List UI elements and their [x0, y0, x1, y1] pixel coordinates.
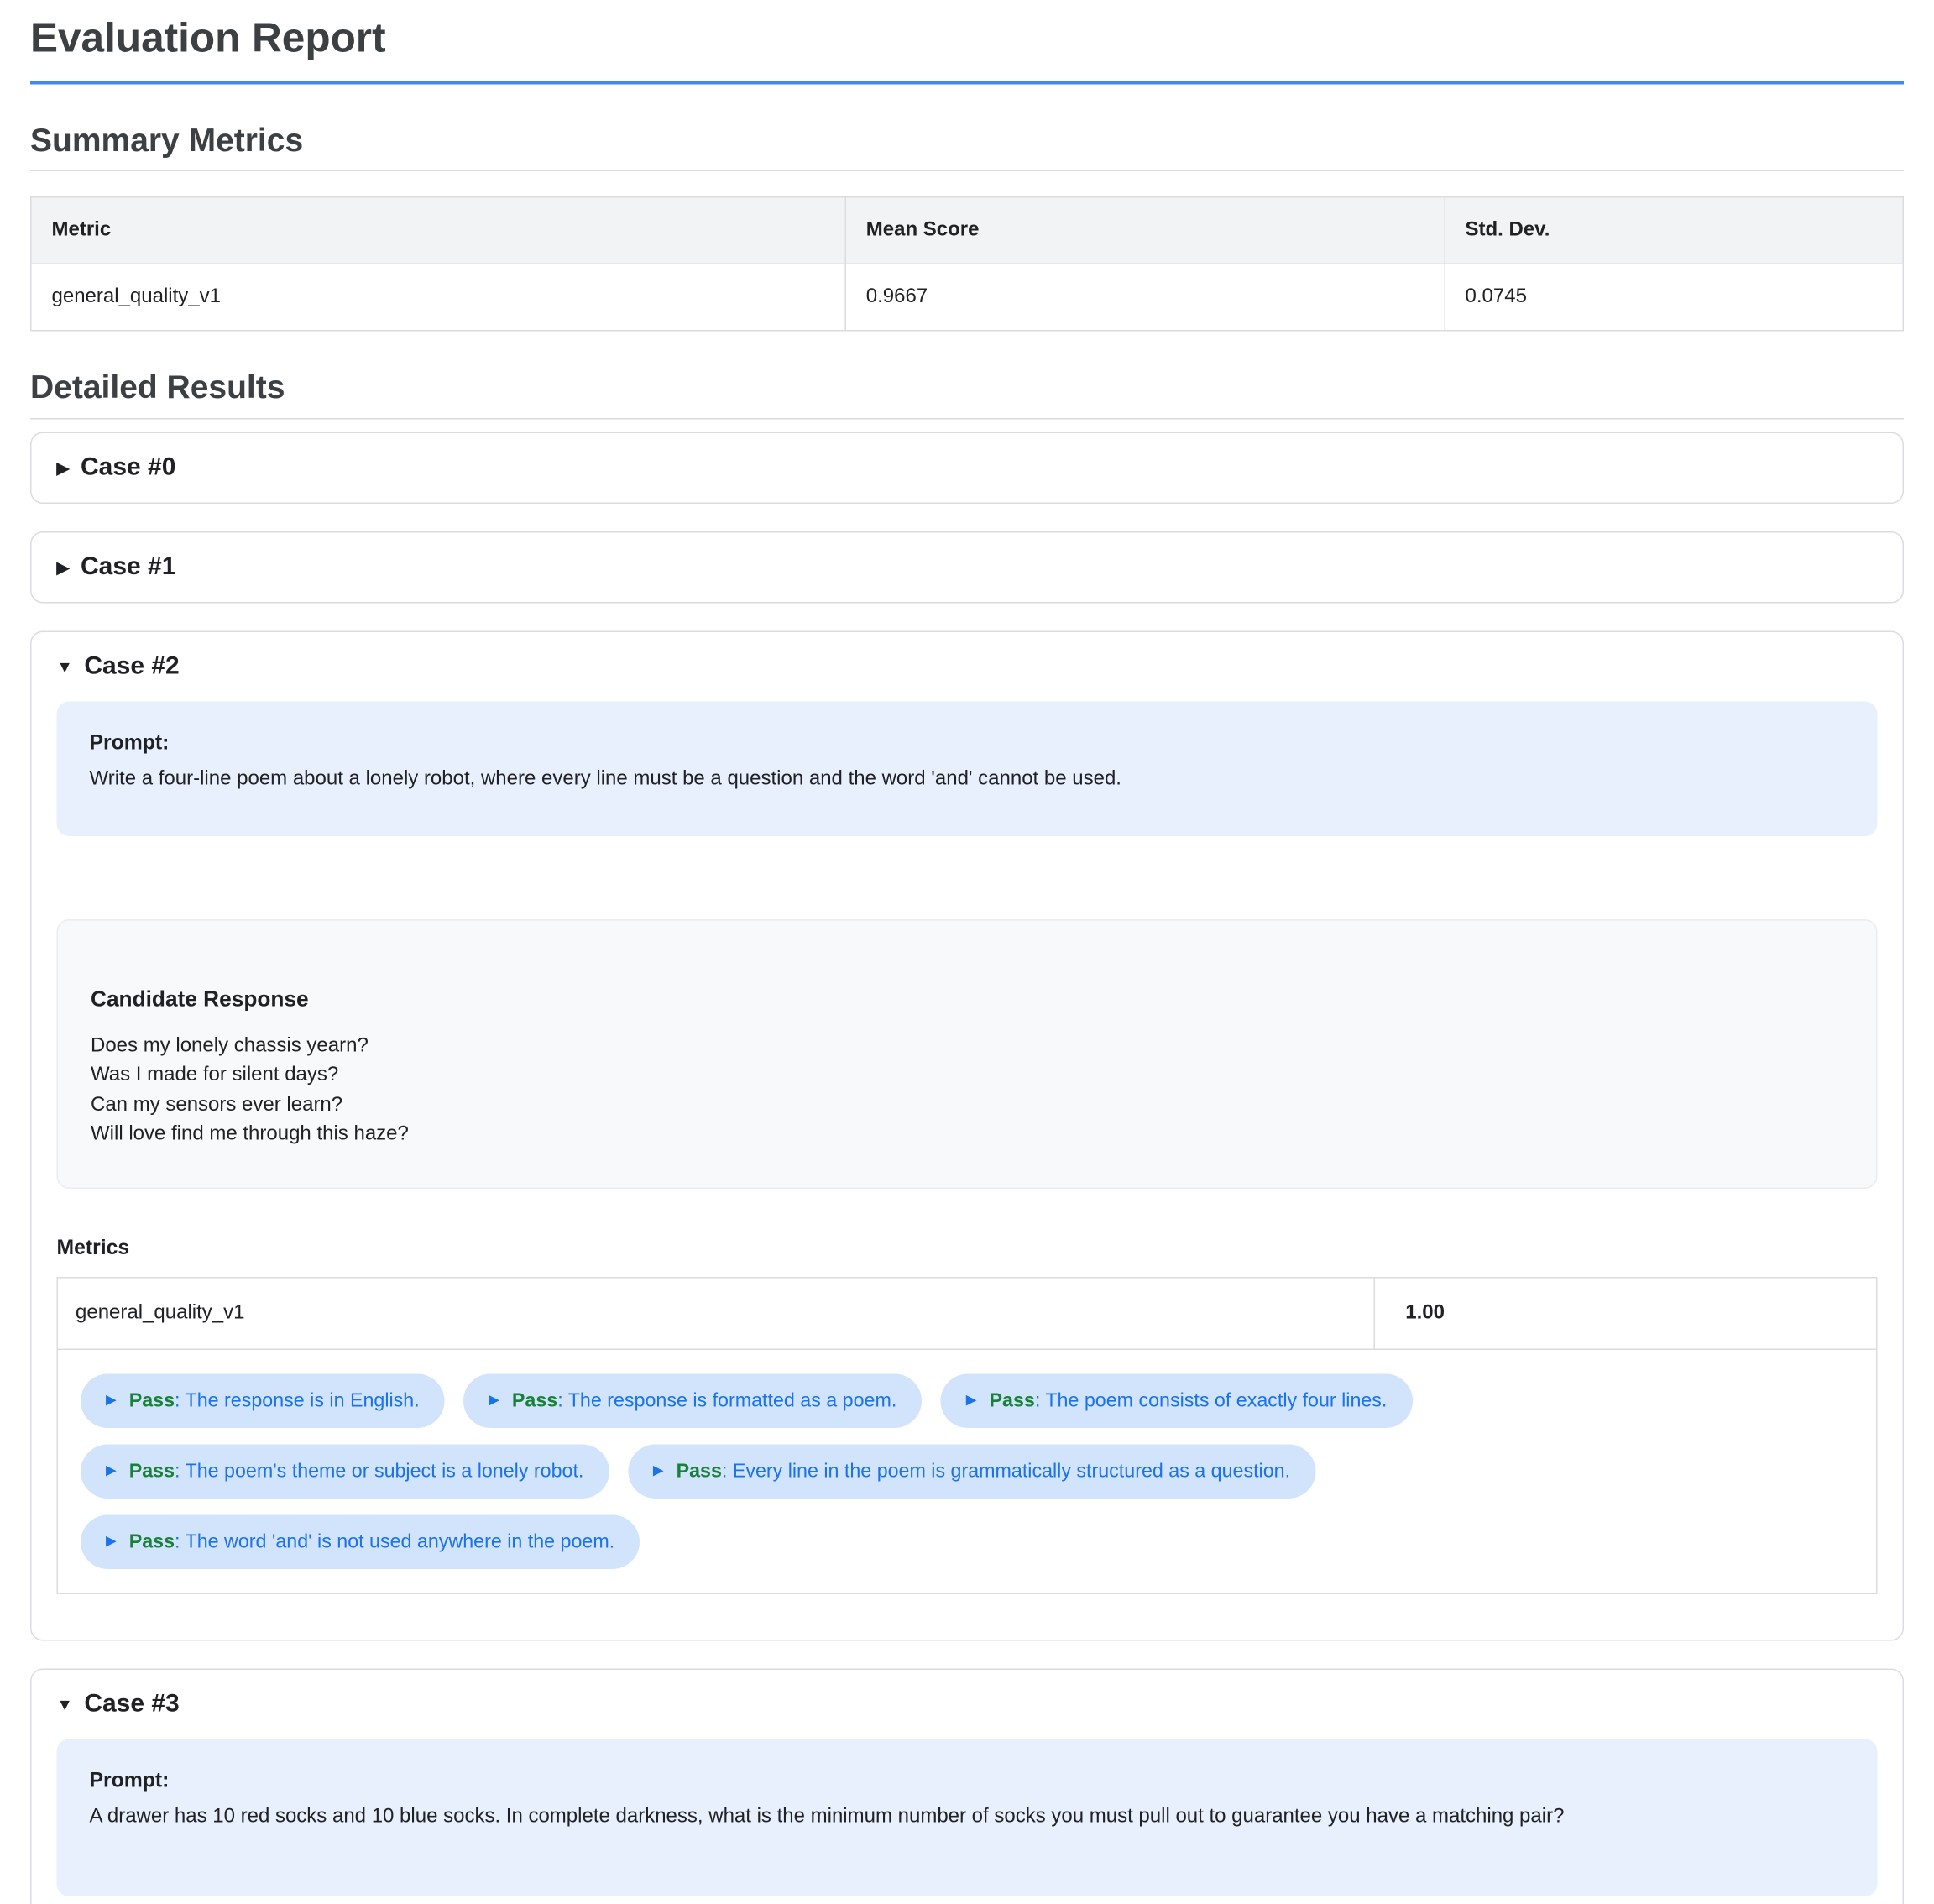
- summary-col-std-dev: Std. Dev.: [1445, 197, 1903, 264]
- prompt-text: Write a four-line poem about a lonely robot, where every line must be a question and the word 'and' cannot be used.: [89, 767, 1121, 789]
- case-3-label: Case #3: [84, 1689, 180, 1718]
- case-3-summary[interactable]: [57, 1687, 1878, 1721]
- summary-col-mean-score: Mean Score: [845, 197, 1445, 264]
- prompt-label: Prompt:: [89, 1768, 170, 1792]
- expand-arrow-icon: ▶: [106, 1533, 117, 1549]
- check-description: : The response is formatted as a poem.: [557, 1389, 896, 1411]
- metric-score-cell: 1.00: [1375, 1277, 1877, 1349]
- case-metrics-table: [57, 1276, 1878, 1593]
- check-description: : The poem consists of exactly four lines.: [1035, 1389, 1388, 1411]
- candidate-response-text: [91, 1031, 1843, 1149]
- check-badge: [81, 1444, 609, 1499]
- poem-line: Was I made for silent days?: [91, 1064, 339, 1086]
- prompt-box: [57, 1739, 1878, 1896]
- case-2-summary[interactable]: [57, 649, 1878, 683]
- check-status: Pass: [511, 1389, 558, 1411]
- case-0-label: Case #0: [81, 452, 176, 481]
- check-badge-list: [81, 1373, 1853, 1569]
- check-description: : The poem's theme or subject is a lonely robot.: [175, 1460, 583, 1482]
- expand-arrow-icon: ▶: [56, 458, 70, 477]
- metric-name-cell: general_quality_v1: [57, 1277, 1374, 1349]
- collapse-arrow-icon: ▼: [56, 656, 73, 676]
- expand-arrow-icon: ▶: [106, 1392, 117, 1408]
- check-text: [677, 1457, 1290, 1486]
- detailed-results-heading: Detailed Results: [30, 367, 1904, 419]
- case-1-summary[interactable]: [57, 550, 1878, 584]
- summary-col-metric: Metric: [31, 197, 845, 264]
- prompt-box: [57, 701, 1878, 836]
- check-badge: [463, 1373, 922, 1428]
- summary-header-row: [31, 197, 1904, 264]
- title-accent-divider: [30, 80, 1904, 84]
- case-0-summary[interactable]: [57, 450, 1878, 484]
- check-text: [129, 1527, 614, 1556]
- check-text: [990, 1386, 1388, 1415]
- check-status: Pass: [128, 1460, 175, 1482]
- check-badge: [81, 1514, 640, 1569]
- summary-metrics-table: [30, 196, 1904, 332]
- check-badge-summary[interactable]: [463, 1373, 922, 1428]
- expand-arrow-icon: ▶: [106, 1462, 117, 1478]
- case-1-label: Case #1: [81, 552, 176, 580]
- check-status: Pass: [676, 1460, 722, 1482]
- summary-data-row: [31, 264, 1904, 331]
- check-description: : The response is in English.: [175, 1389, 420, 1411]
- check-text: [129, 1457, 584, 1486]
- prompt-text: A drawer has 10 red socks and 10 blue socks. In complete darkness, what is the minimum number of socks you must pull out to guarantee you have a matching pair?: [89, 1805, 1565, 1827]
- case-0-card: [30, 432, 1904, 504]
- candidate-response-box: [57, 918, 1878, 1188]
- case-2-card: [30, 630, 1904, 1640]
- check-description: : Every line in the poem is grammatically structured as a question.: [722, 1460, 1290, 1482]
- case-2-label: Case #2: [84, 651, 180, 680]
- check-badge-summary[interactable]: [628, 1444, 1315, 1499]
- check-text: [512, 1386, 896, 1415]
- check-badge-summary[interactable]: [81, 1444, 609, 1499]
- check-status: Pass: [989, 1389, 1035, 1411]
- case-3-card: [30, 1668, 1904, 1904]
- check-description: : The word 'and' is not used anywhere in the poem.: [175, 1530, 614, 1552]
- case-1-card: [30, 531, 1904, 603]
- check-badge: [628, 1444, 1315, 1499]
- check-status: Pass: [128, 1530, 175, 1552]
- expand-arrow-icon: ▶: [965, 1392, 977, 1408]
- candidate-response-heading: Candidate Response: [91, 985, 309, 1011]
- summary-metric-name: general_quality_v1: [31, 264, 845, 331]
- check-badge: [941, 1373, 1413, 1428]
- check-badge-summary[interactable]: [81, 1373, 445, 1428]
- metric-row: [57, 1277, 1877, 1349]
- check-badge: [81, 1373, 445, 1428]
- check-status: Pass: [128, 1389, 175, 1411]
- checks-row: [57, 1349, 1877, 1593]
- summary-mean-score: 0.9667: [845, 264, 1445, 331]
- checks-cell: [57, 1349, 1877, 1593]
- prompt-label: Prompt:: [89, 730, 170, 754]
- poem-line: Does my lonely chassis yearn?: [91, 1034, 369, 1056]
- poem-line: Will love find me through this haze?: [91, 1123, 409, 1145]
- expand-arrow-icon: ▶: [652, 1462, 664, 1478]
- check-badge-summary[interactable]: [941, 1373, 1413, 1428]
- metrics-heading: Metrics: [56, 1236, 130, 1259]
- expand-arrow-icon: ▶: [56, 557, 70, 577]
- summary-std-dev: 0.0745: [1445, 264, 1903, 331]
- poem-line: Can my sensors ever learn?: [91, 1093, 343, 1116]
- page-title: Evaluation Report: [30, 13, 386, 60]
- summary-metrics-heading: Summary Metrics: [30, 119, 1904, 171]
- collapse-arrow-icon: ▼: [56, 1694, 73, 1713]
- expand-arrow-icon: ▶: [489, 1392, 499, 1408]
- check-text: [129, 1386, 420, 1415]
- check-badge-summary[interactable]: [81, 1514, 640, 1569]
